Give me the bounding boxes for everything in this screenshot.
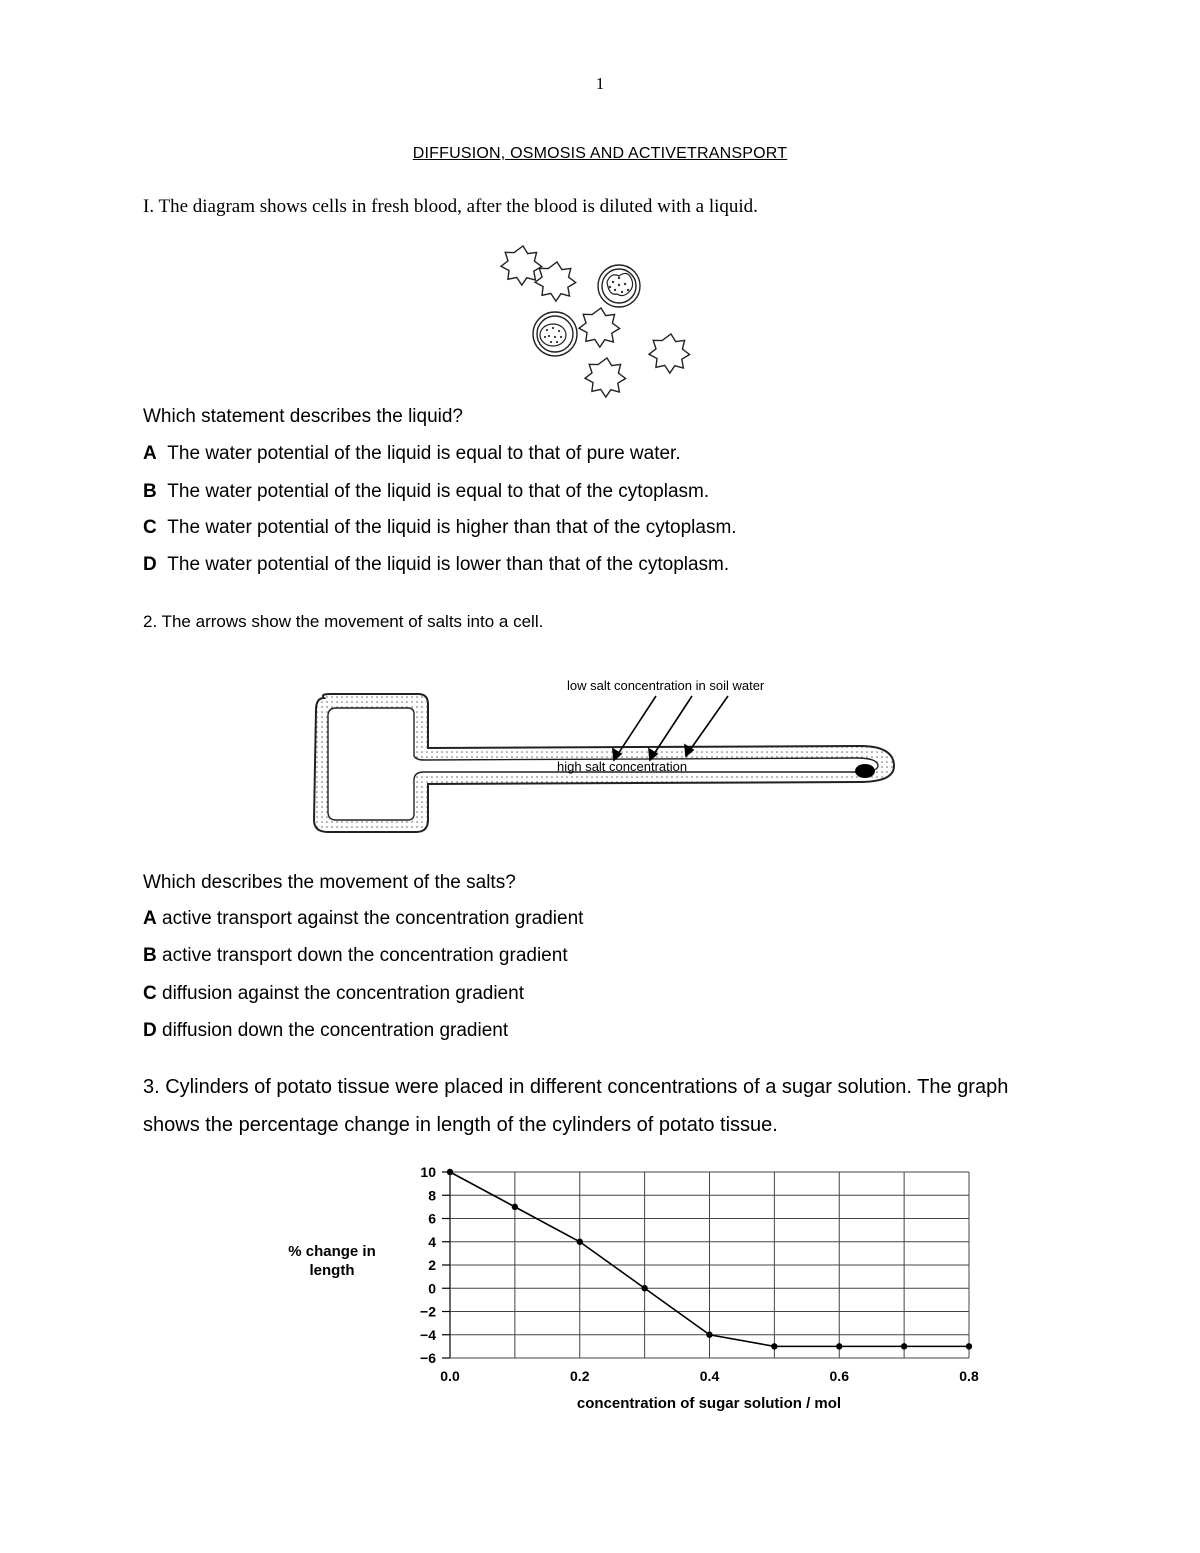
x-tick-label: 0.6 (829, 1368, 849, 1384)
x-axis-label: concentration of sugar solution / mol (576, 1395, 842, 1412)
y-tick-label: 4 (428, 1233, 436, 1250)
blood-cells-diagram (495, 238, 705, 398)
option-letter: B (143, 945, 157, 966)
data-point (512, 1204, 518, 1210)
option-text: diffusion down the concentration gradient (162, 1020, 509, 1041)
data-point (901, 1343, 907, 1349)
nucleus (855, 764, 875, 778)
data-point (447, 1169, 453, 1175)
q1-stem: I. The diagram shows cells in fresh blood, after the blood is diluted with a liquid. (143, 196, 758, 217)
label-low-salt: low salt concentration in soil water (567, 678, 765, 693)
q2-question: Which describes the movement of the salts? (143, 872, 516, 893)
option-text: The water potential of the liquid is equal to that of the cytoplasm. (167, 481, 710, 502)
data-point (641, 1285, 647, 1291)
x-tick-labels (440, 1368, 979, 1384)
y-tick-label: −2 (420, 1303, 436, 1320)
y-tick-label: −6 (420, 1350, 436, 1366)
page-number: 1 (595, 74, 605, 93)
y-tick-labels (420, 1164, 436, 1366)
y-tick-label: −4 (420, 1326, 436, 1343)
option-letter: D (143, 1020, 157, 1041)
data-point (577, 1239, 583, 1245)
potato-length-chart (260, 1158, 1020, 1418)
y-tick-label: 10 (420, 1164, 436, 1180)
label-high-salt: high salt concentration (557, 759, 688, 774)
option-text: active transport against the concentration gradient (162, 908, 584, 929)
data-point (706, 1332, 712, 1338)
q1-option-d (143, 554, 729, 576)
y-axis-label-line2: length (309, 1262, 355, 1279)
option-text: The water potential of the liquid is equal to that of pure water. (167, 443, 681, 464)
data-point (966, 1343, 972, 1349)
x-tick-label: 0.0 (440, 1368, 460, 1384)
q2-option-d (143, 1020, 508, 1042)
root-hair-cell-diagram (300, 670, 910, 840)
option-text: active transport down the concentration gradient (162, 945, 568, 966)
option-letter: C (143, 983, 157, 1004)
q2-option-c (143, 983, 524, 1005)
y-axis-label-line1: % change in (288, 1243, 376, 1260)
crenated-cell (535, 262, 576, 301)
option-letter: D (143, 554, 157, 575)
option-letter: B (143, 481, 157, 502)
option-letter: A (143, 443, 157, 464)
q3-stem: 3. Cylinders of potato tissue were placed in different concentrations of a sugar solution. The graph shows the percentage change in length of the cylinders of potato tissue. (143, 1076, 1009, 1136)
crenated-cell (649, 334, 690, 373)
option-letter: A (143, 908, 157, 929)
crenated-cell (585, 358, 626, 397)
chart-grid (442, 1172, 969, 1358)
y-tick-label: 6 (428, 1210, 436, 1227)
crenated-cell (501, 246, 542, 285)
x-tick-label: 0.2 (570, 1368, 590, 1384)
q2-stem: 2. The arrows show the movement of salts into a cell. (143, 612, 544, 631)
data-point (771, 1343, 777, 1349)
y-tick-label: 8 (428, 1187, 436, 1204)
q1-option-b (143, 481, 709, 503)
q1-option-c (143, 517, 737, 539)
q1-option-a (143, 443, 681, 465)
x-tick-label: 0.8 (959, 1368, 979, 1384)
y-tick-label: 2 (428, 1257, 436, 1273)
q2-option-b (143, 945, 568, 967)
document-title: DIFFUSION, OSMOSIS AND ACTIVETRANSPORT (412, 145, 788, 162)
option-text: The water potential of the liquid is higher than that of the cytoplasm. (167, 517, 737, 538)
option-text: The water potential of the liquid is lower than that of the cytoplasm. (167, 554, 730, 575)
data-point (836, 1343, 842, 1349)
y-tick-label: 0 (428, 1280, 436, 1297)
option-letter: C (143, 517, 157, 538)
q1-question: Which statement describes the liquid? (143, 406, 463, 427)
option-text: diffusion against the concentration gradient (162, 983, 524, 1004)
q2-option-a (143, 908, 583, 930)
crenated-cell (579, 308, 620, 347)
x-tick-label: 0.4 (699, 1368, 720, 1384)
